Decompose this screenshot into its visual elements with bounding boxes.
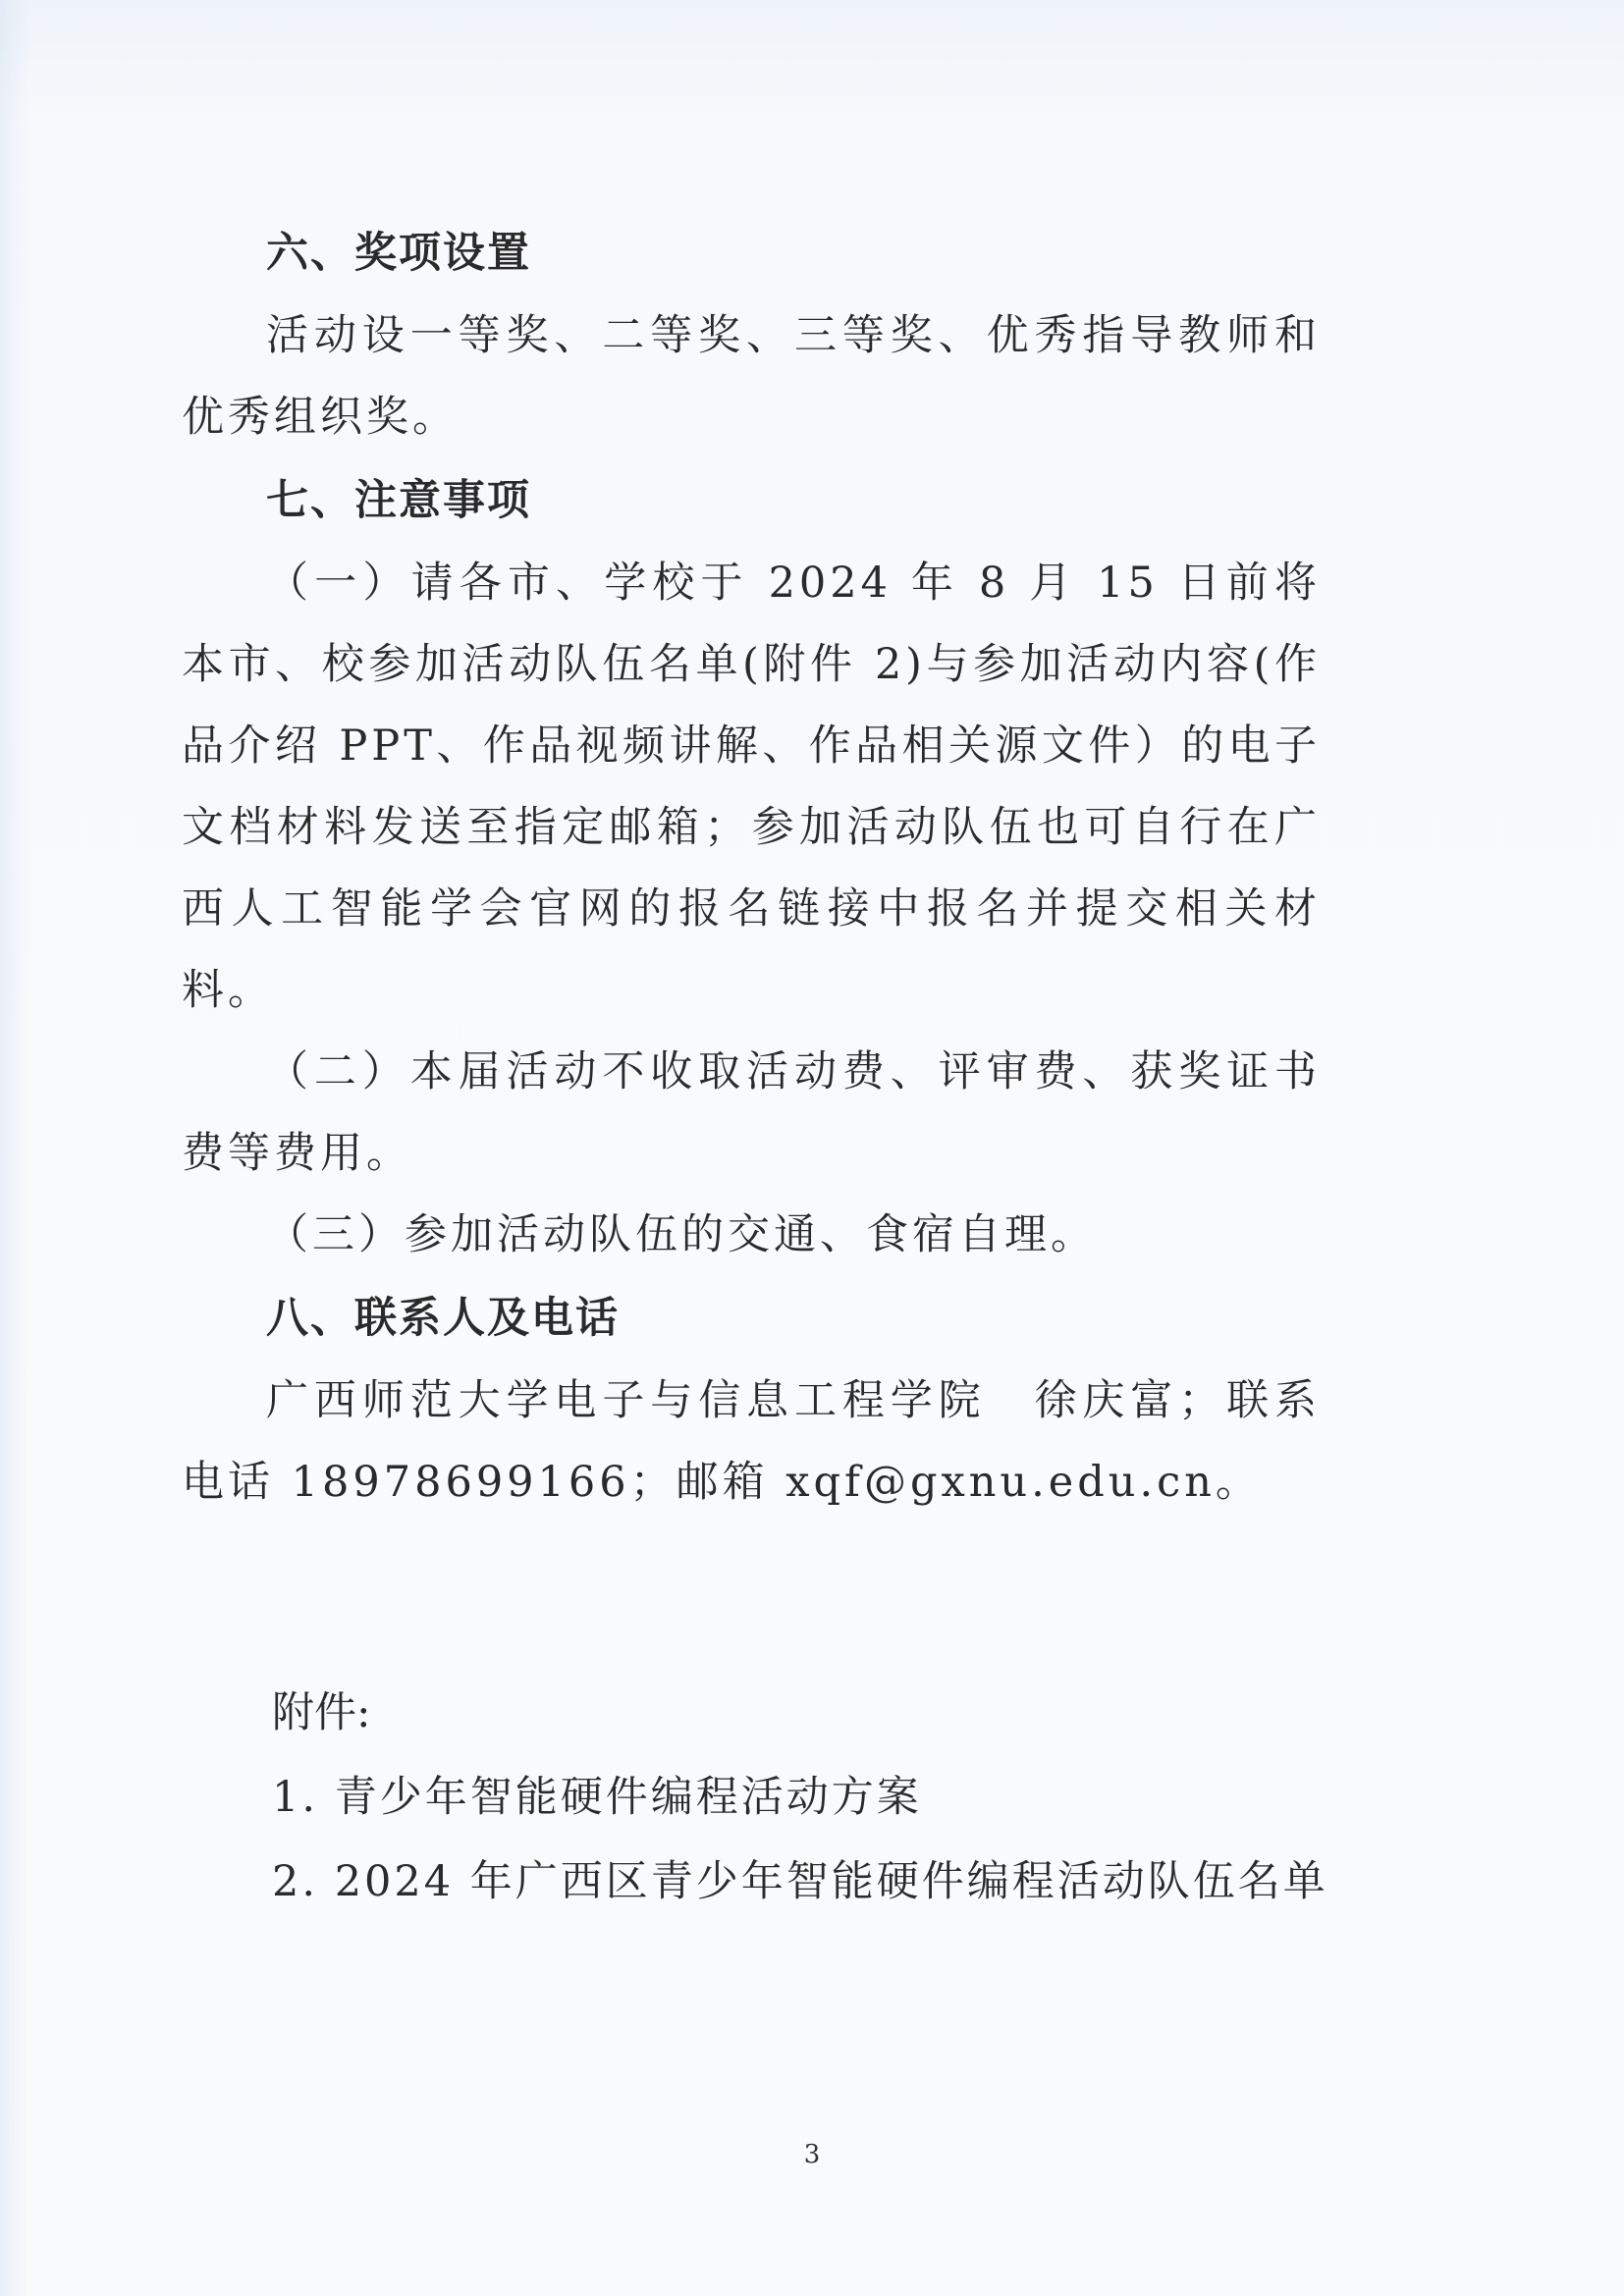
page-number: 3 [803,2140,821,2169]
notes-item-1: （一）请各市、学校于 2024 年 8 月 15 日前将本市、校参加活动队伍名单(附件 2)与参加活动内容(作品介绍 PPT、作品视频讲解、作品相关源文件）的电子文档材料发送至指定邮箱；参加活动队伍也可自行在广西人工智能学会官网的报名链接中报名并提交相关材料。 [182,559,1321,1015]
section-heading-awards: 六、奖项设置 [266,229,531,278]
section-heading-contact: 八、联系人及电话 [266,1294,620,1343]
attachments-title: 附件: [272,1688,371,1737]
spacer [182,1523,1321,1671]
contact-paragraph: 广西师范大学电子与信息工程学院 徐庆富；联系电话 18978699166；邮箱 xqf@gxnu.edu.cn。 [182,1376,1321,1507]
section-heading-notes: 七、注意事项 [266,476,531,525]
attachment-item-1: 1. 青少年智能硬件编程活动方案 [272,1773,922,1822]
attachment-item-2: 2. 2024 年广西区青少年智能硬件编程活动队伍名单 [272,1857,1328,1906]
document-content [182,211,1328,1924]
notes-item-2: （二）本届活动不收取活动费、评审费、获奖证书费等费用。 [182,1047,1321,1178]
notes-item-3: （三）参加活动队伍的交通、食宿自理。 [266,1210,1097,1259]
awards-paragraph: 活动设一等奖、二等奖、三等奖、优秀指导教师和优秀组织奖。 [182,311,1321,442]
